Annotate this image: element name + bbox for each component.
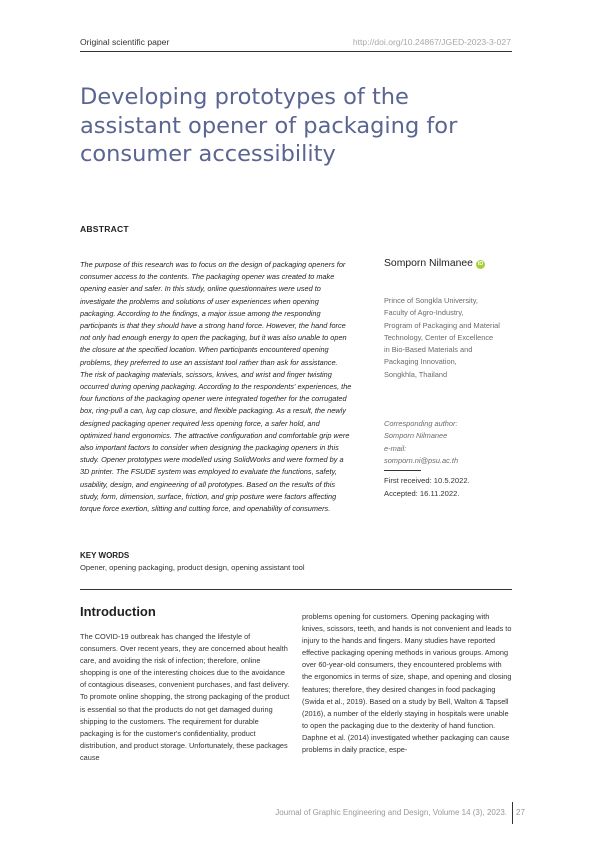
author-name: Somporn Nilmanee [384,258,473,269]
submission-dates [384,475,470,500]
introduction-column-2: problems opening for customers. Opening packaging with knives, scissors, teeth, and hands is not convenient and leads to injury to the hands and fingers. Many studies have reported effective packaging opening methods in various groups. Among over 60-year-old consumers, they encountered problems with the ergonomics in terms of size, shape, and opening and closing features; therefore, they desired changes in food packaging (Swida et al., 2019). Based on a study by Bell, Walton & Tapsell (2016), a number of the elderly staying in hospitals were unable to open the packaging due to the dexterity of hand function. Daphne et al. (2014) investigated whether packaging can cause problems in daily practice, espe- [302,612,512,755]
author-block [384,258,485,269]
doi-link[interactable]: http://doi.org/10.24867/JGED-2023-3-027 [352,37,511,47]
paper-title: Developing prototypes of the assistant opener of packaging for consumer accessibility [80,84,458,167]
email-label: e-mail: [384,443,407,453]
dates-divider [384,470,421,471]
affiliation-line: Program of Packaging and Material [384,320,500,330]
affiliation-line: in Bio-Based Materials and [384,345,473,355]
header-divider [80,51,512,52]
corresponding-label: Corresponding author: [384,419,458,428]
orcid-icon[interactable]: iD [477,261,484,267]
introduction-heading: Introduction [80,604,156,619]
introduction-column-1: The COVID-19 outbreak has changed the lifestyle of consumers. Over recent years, they are concerned about health care, and avoiding the risk of infection; therefore, online shopping is one of the interesting choices due to the avoidance of contagious diseases, convenient purchases, and fast delivery. To promote online shopping, the strong packaging of the product is essential so that the products do not get damaged during shipping to the customers. The requirement for durable packaging is for the customer's confidentiality, product distribution, and product storage. Unfortunately, these packages cause [80,632,290,762]
article-type: Original scientific paper [80,37,170,47]
affiliation-line: Faculty of Agro-Industry, [384,308,464,318]
abstract-heading: ABSTRACT [80,224,129,234]
corresponding-author [384,418,519,467]
author-affiliation [384,295,519,381]
page-number: 27 [516,808,525,817]
footer-divider [512,802,513,824]
affiliation-line: Prince of Songkla University, [384,296,478,305]
corresponding-name: Somporn Nilmanee [384,431,448,441]
first-received-date: First received: 10.5.2022. [384,476,470,485]
affiliation-line: Technology, Center of Excellence [384,332,494,342]
affiliation-line: Songkhla, Thailand [384,369,448,379]
keywords-divider [80,589,512,590]
footer-journal: Journal of Graphic Engineering and Design, Volume 14 (3), 2023. [275,808,507,817]
keywords-heading: KEY WORDS [80,551,130,560]
email-link[interactable]: somporn.ni@psu.ac.th [384,455,459,465]
abstract-text: The purpose of this research was to focus on the design of packaging openers for consumer access to the contents. The packaging opener was created to make opening easier and safer. In this study, online questionnaires were used to investigate the problems and solutions of user experiences when opening packaging. According to the findings, a major issue among the responding participants is that they should have a strong hand force. However, the hand force not only had enough energy to open the packaging, but it was also unable to open the closure at the specified location. When participants encountered opening problems, they preferred to use an assistant tool rather than ask for assistance. The risk of packaging materials, scissors, knives, and wrist and finger twisting occurred during opening packaging. According to the respondents' experiences, the four functions of the packaging opener were integrated together for the corrugated box, ring-pull a can, lug cap closure, and flexible packaging. As a result, the newly designed packaging opener required less opening force, a safer hold, and optimized hand ergonomics. The attractive configuration and comfortable grip were also important factors to consider when designing the packaging openers in this study. Opener prototypes were modelled using SolidWorks and were formed by a 3D printer. The FSUDE system was employed to evaluate the functions, safety, usability, design, and engineering of all prototypes. Based on the results of this study, form, dimension, surface, friction, and grip posture were factors affecting torque force exertion, slitting and cutting force, and openability of consumers. [80,260,352,514]
affiliation-line: Packaging Innovation, [384,357,457,367]
keywords-text: Opener, opening packaging, product design, opening assistant tool [80,563,305,572]
accepted-date: Accepted: 16.11.2022. [384,488,460,498]
